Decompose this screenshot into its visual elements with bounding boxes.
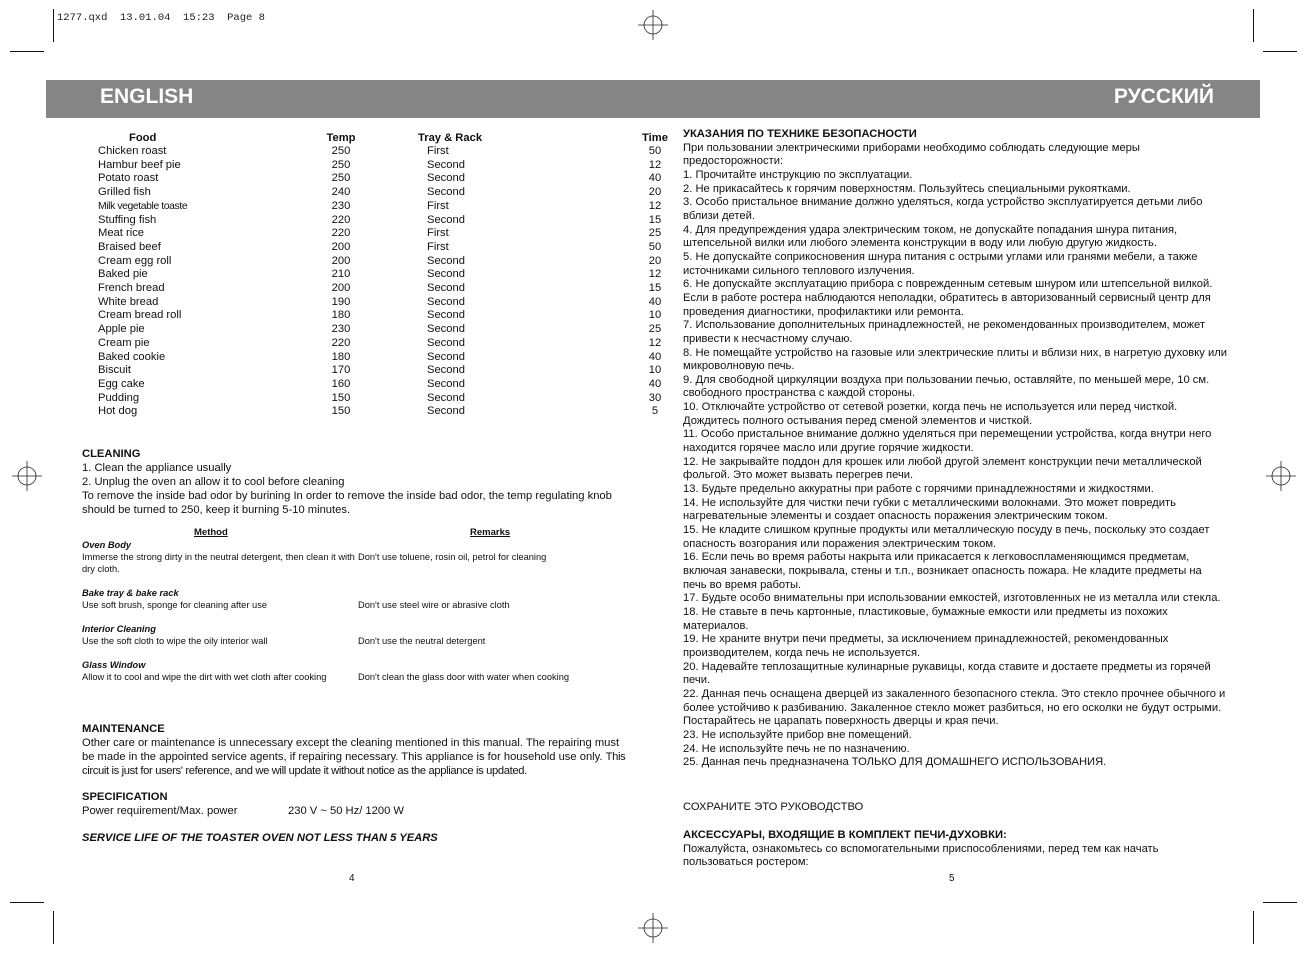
cell-tray: First [427, 199, 449, 212]
cell-tray: Second [427, 323, 465, 336]
cell-food: Grilled fish [98, 186, 151, 199]
russian-safety-section [683, 128, 1228, 770]
table-row [96, 351, 687, 365]
cell-tray: First [427, 240, 449, 253]
ru-intro: При пользовании электрическими приборами необходимо соблюдать следующие меры предосторожности: [683, 141, 1140, 168]
cell-food: Hot dog [98, 405, 138, 418]
list-item: 4. Для предупреждения удара электрическим током, не допускайте попадания шнура питания, штепсельной вилки или любого элемента конструкции в воду или любую другую жидкость. [683, 223, 1178, 250]
list-item: 8. Не помещайте устройство на газовые или электрические плиты и вблизи них, в нагретую духовку или микроволновую печь. [683, 346, 1227, 373]
cell-time: 12 [648, 199, 662, 212]
cell-temp: 250 [331, 158, 351, 171]
cell-temp: 230 [331, 323, 351, 336]
cell-temp: 170 [331, 364, 351, 377]
list-item: 11. Особо пристальное внимание должно уделяться при перемещении устройства, когда внутри него находится горячее масло или другие горячие жидкости. [683, 428, 1212, 455]
cell-time: 20 [648, 254, 662, 267]
method-text: Immerse the strong dirty in the neutral detergent, then clean it with dry cloth. [82, 552, 355, 574]
cell-tray: Second [427, 350, 465, 363]
table-row [96, 241, 687, 255]
cell-temp: 210 [331, 268, 351, 281]
method-section-title: Bake tray & bake rack [82, 588, 179, 598]
table-row [96, 323, 687, 337]
language-header-bar [46, 80, 1260, 118]
remark-text: Don't use steel wire or abrasive cloth [358, 600, 510, 610]
cell-temp: 200 [331, 254, 351, 267]
table-row [96, 255, 687, 269]
table-row [96, 337, 687, 351]
table-row [96, 200, 687, 214]
cell-time: 40 [648, 350, 662, 363]
cell-food: Cream bread roll [98, 309, 182, 322]
cell-time: 40 [648, 377, 662, 390]
remarks-header: Remarks [470, 527, 511, 538]
cell-temp: 220 [331, 213, 351, 226]
spec-value: 230 V ~ 50 Hz/ 1200 W [288, 804, 404, 817]
table-row [96, 364, 687, 378]
table-row [96, 227, 687, 241]
cell-time: 25 [648, 323, 662, 336]
cell-time: 12 [648, 158, 662, 171]
table-row [96, 282, 687, 296]
cell-time: 20 [648, 186, 662, 199]
list-item: 3. Особо пристальное внимание должно уделяться, когда устройство эксплуатируется детьми либо вблизи детей. [683, 196, 1203, 222]
cell-tray: Second [427, 295, 465, 308]
list-item: 24. Не используйте печь не по назначению. [683, 742, 910, 755]
col-food: Food [129, 132, 157, 144]
cell-temp: 240 [331, 186, 351, 199]
cell-tray: Second [427, 213, 465, 226]
cell-time: 10 [648, 309, 662, 322]
table-row [96, 309, 687, 323]
method-header: Method [194, 527, 228, 538]
cell-tray: Second [427, 186, 465, 199]
cleaning-section [82, 448, 627, 518]
cell-food: Pudding [98, 391, 140, 404]
list-item: 10. Отключайте устройство от сетевой розетки, когда печь не используется или перед чисткой. Дождитесь полного остывания перед сменой элементов и чисткой. [683, 401, 1178, 427]
cell-time: 15 [648, 282, 662, 295]
cell-temp: 200 [331, 282, 351, 295]
cell-tray: First [427, 145, 449, 157]
list-item: 7. Использование дополнительных принадлежностей, не рекомендованных производителем, может привести к несчастному случаю. [683, 319, 1205, 345]
registration-mark-bottom [638, 913, 668, 943]
cell-food: Cream pie [98, 336, 150, 349]
method-text: Allow it to cool and wipe the dirt with wet cloth after cooking [82, 672, 327, 682]
list-item: 18. Не ставьте в печь картонные, пластиковые, бумажные емкости или предметы из похожих материалов. [683, 605, 1168, 632]
table-row [96, 145, 687, 159]
file-slug: 1277.qxd 13.01.04 15:23 Page 8 [57, 12, 265, 24]
cell-food: Baked pie [98, 268, 148, 281]
remark-text: Don't clean the glass door with water when cooking [358, 672, 570, 682]
cell-food: French bread [98, 282, 165, 295]
cell-time: 15 [648, 213, 662, 226]
cell-temp: 250 [331, 172, 351, 185]
list-item: 12. Не закрывайте поддон для крошек или любой другой элемент конструкции печи металлической фольгой. Это может вызвать перегрев печи. [683, 455, 1202, 482]
cell-time: 50 [648, 145, 662, 157]
table-row [96, 186, 687, 200]
maintenance-section [82, 723, 627, 779]
method-section-bake-tray [82, 587, 622, 611]
ru-save-note: СОХРАНИТЕ ЭТО РУКОВОДСТВО [683, 801, 864, 813]
cell-tray: Second [427, 268, 465, 281]
method-text: Use soft brush, sponge for cleaning after use [82, 600, 268, 610]
russian-accessories-section [683, 829, 1228, 870]
cell-time: 5 [651, 405, 659, 418]
cell-food: Apple pie [98, 323, 145, 336]
cell-food: Biscuit [98, 364, 131, 377]
registration-mark-top [638, 10, 668, 40]
col-temp: Temp [326, 132, 356, 144]
cell-tray: Second [427, 309, 465, 322]
cell-time: 50 [648, 240, 662, 253]
table-row [96, 405, 687, 419]
cell-food: Braised beef [98, 240, 161, 253]
method-section-interior [82, 623, 622, 647]
cell-food: White bread [98, 295, 159, 308]
cell-temp: 180 [331, 309, 351, 322]
cell-temp: 250 [331, 145, 351, 157]
cell-food: Meat rice [98, 227, 145, 240]
header-english: ENGLISH [100, 85, 194, 108]
list-item: 22. Данная печь оснащена дверцей из закаленного безопасного стекла. Это стекло прочнее обычного и более устойчиво к разбиванию. Закаленное стекло может разбиться, но его осколки не будут острыми. Постарайтесь не царапать поверхность дверцы и края печи. [683, 687, 1226, 728]
cooking-table-header [96, 131, 687, 145]
cell-food: Milk vegetable toaste [98, 200, 188, 212]
maintenance-text: Other care or maintenance is unnecessary except the cleaning mentioned in this manual. The repairing must be made in the appointed service agents, if repairing necessary. This appliance is for household use only. [82, 736, 620, 763]
method-section-title: Glass Window [82, 660, 146, 670]
cell-food: Stuffing fish [98, 213, 157, 226]
ru-accessories-text: Пожалуйста, ознакомьтесь со вспомогательными приспособлениями, перед тем как начать пользоваться ростером: [683, 842, 1159, 869]
cell-time: 25 [648, 227, 662, 240]
registration-mark-left [12, 461, 42, 491]
list-item: 25. Данная печь предназначена ТОЛЬКО ДЛЯ ДОМАШНЕГО ИСПОЛЬЗОВАНИЯ. [683, 756, 1107, 769]
method-section-title: Oven Body [82, 540, 132, 550]
cleaning-paragraph: To remove the inside bad odor by burining In order to remove the inside bad odor, the temp regulating knob should be turned to 250, keep it burning 5-10 minutes. [82, 489, 612, 516]
cell-temp: 230 [331, 199, 351, 212]
cell-time: 12 [648, 336, 662, 349]
list-item: 15. Не кладите слишком крупные продукты или металлическую посуду в печь, поскольку это создает опасность возгорания или поражения электрическим током. [683, 524, 1210, 550]
maintenance-title: MAINTENANCE [82, 723, 165, 735]
list-item: 19. Не храните внутри печи предметы, за исключением принадлежностей, рекомендованных производителем, когда печь не используется. [683, 633, 1169, 659]
cell-tray: Second [427, 172, 465, 185]
list-item: 14. Не используйте для чистки печи губки с металлическими волокнами. Это может повредить нагревательные элементы и создает опасность поражения электрическим током. [683, 496, 1176, 523]
cell-tray: Second [427, 336, 465, 349]
table-row [96, 378, 687, 392]
cooking-table [96, 131, 687, 419]
header-russian: РУССКИЙ [1113, 85, 1214, 108]
cell-food: Hambur beef pie [98, 158, 181, 171]
cell-tray: Second [427, 391, 465, 404]
cleaning-line-2: 2. Unplug the oven an allow it to cool before cleaning [82, 475, 345, 488]
table-row [96, 392, 687, 406]
cell-temp: 150 [331, 405, 351, 418]
remark-text: Don't use toluene, rosin oil, petrol for cleaning [358, 552, 547, 562]
cell-food: Egg cake [98, 377, 145, 390]
cell-time: 10 [648, 364, 662, 377]
cleaning-title: CLEANING [82, 448, 141, 460]
cell-tray: Second [427, 377, 465, 390]
cell-tray: Second [427, 282, 465, 295]
cell-time: 40 [648, 295, 662, 308]
cell-food: Chicken roast [98, 145, 167, 157]
registration-mark-right [1266, 461, 1296, 491]
maintenance-note: This circuit is just for users' reference, and we will update it without notice as the appliance is updated. [82, 750, 626, 777]
list-item: 23. Не используйте прибор вне помещений. [683, 728, 912, 741]
list-item: 16. Если печь во время работы накрыта или прикасается к легковоспламеняющимся предметам, включая занавески, покрывала, стены и т.п., возникает опасность пожара. Не кладите предметы на печь во время работы. [683, 551, 1202, 591]
spec-label: Power requirement/Max. power [82, 804, 238, 817]
cell-food: Potato roast [98, 172, 159, 185]
list-item: 13. Будьте предельно аккуратны при работе с горячими принадлежностями и жидкостями. [683, 483, 1154, 496]
cell-temp: 150 [331, 391, 351, 404]
cleaning-line-1: 1. Clean the appliance usually [82, 461, 232, 474]
specification-section [82, 791, 627, 819]
cell-temp: 160 [331, 377, 351, 390]
cell-tray: Second [427, 364, 465, 377]
table-row [96, 296, 687, 310]
col-time: Time [642, 132, 668, 144]
cell-tray: Second [427, 405, 465, 418]
list-item: 5. Не допускайте соприкосновения шнура питания с острыми углами или гранями мебели, а также источниками сильного теплового излучения. [683, 250, 1198, 277]
cell-tray: Second [427, 158, 465, 171]
cell-temp: 220 [331, 227, 351, 240]
table-row [96, 172, 687, 186]
cell-temp: 220 [331, 336, 351, 349]
page-number-right: 5 [949, 873, 955, 884]
specification-title: SPECIFICATION [82, 791, 168, 803]
ru-accessories-title: АКСЕССУАРЫ, ВХОДЯЩИЕ В КОМПЛЕКТ ПЕЧИ-ДУХОВКИ: [683, 829, 1007, 841]
page-number-left: 4 [349, 873, 355, 884]
list-item: 2. Не прикасайтесь к горячим поверхностям. Пользуйтесь специальными рукоятками. [683, 182, 1131, 195]
cell-tray: Second [427, 254, 465, 267]
cell-time: 30 [648, 391, 662, 404]
remark-text: Don't use the neutral detergent [358, 636, 486, 646]
cell-time: 40 [648, 172, 662, 185]
cell-temp: 190 [331, 295, 351, 308]
cell-temp: 200 [331, 240, 351, 253]
cell-time: 12 [648, 268, 662, 281]
cell-temp: 180 [331, 350, 351, 363]
list-item: 20. Надевайте теплозащитные кулинарные рукавицы, когда ставите и достаете предметы из горячей печи. [683, 660, 1211, 687]
list-item: 17. Будьте особо внимательны при использовании емкостей, изготовленных не из металла или стекла. [683, 592, 1221, 605]
table-row [96, 268, 687, 282]
cell-tray: First [427, 227, 449, 240]
list-item: 9. Для свободной циркуляции воздуха при пользовании печью, оставляйте, по меньшей мере, 10 см. свободного пространства с каждой стороны. [683, 373, 1210, 400]
method-section-title: Interior Cleaning [82, 624, 156, 634]
cell-food: Cream egg roll [98, 254, 172, 267]
method-section-oven-body [82, 539, 622, 575]
cell-food: Baked cookie [98, 350, 166, 363]
method-section-glass-window [82, 659, 622, 683]
service-life-note: SERVICE LIFE OF THE TOASTER OVEN NOT LESS THAN 5 YEARS [82, 832, 438, 844]
ru-safety-title: УКАЗАНИЯ ПО ТЕХНИКЕ БЕЗОПАСНОСТИ [683, 128, 917, 140]
table-row [96, 159, 687, 173]
list-item: 1. Прочитайте инструкцию по эксплуатации. [683, 168, 913, 181]
list-item: 6. Не допускайте эксплуатацию прибора с поврежденным сетевым шнуром или штепсельной вилкой. Если в работе ростера наблюдаются неполадки, обратитесь в авторизованный сервисный центр для проведения диагностики, профилактики или ремонта. [683, 278, 1213, 318]
col-tray-rack: Tray & Rack [418, 132, 483, 144]
method-text: Use the soft cloth to wipe the oily interior wall [82, 636, 268, 646]
table-row [96, 214, 687, 228]
